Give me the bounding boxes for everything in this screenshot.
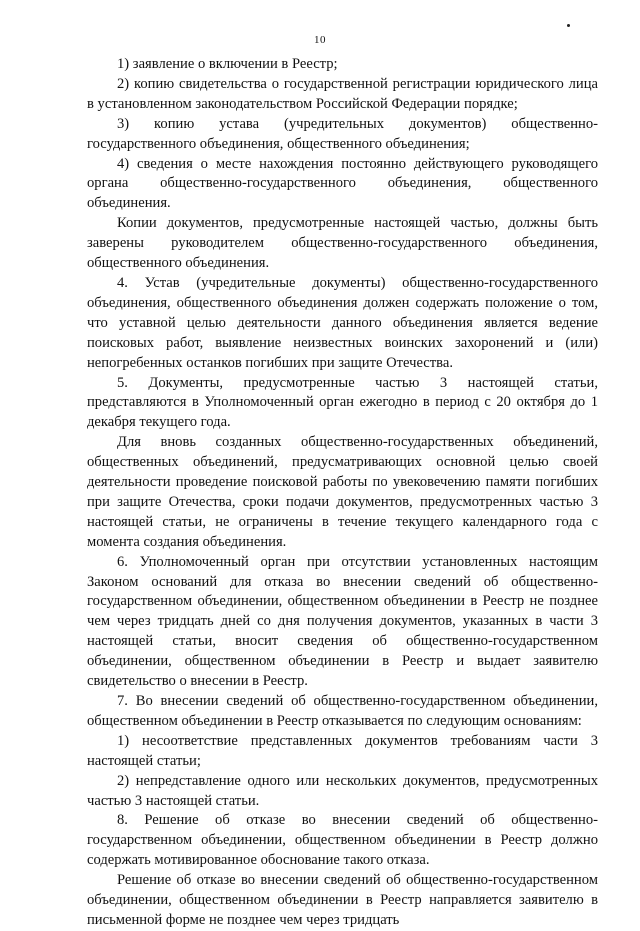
page-number: 10 — [314, 34, 326, 46]
paragraph-5: Копии документов, предусмотренные настоящей частью, должны быть заверены руководителем общественно-государственного объединения, общественного объединения. — [87, 215, 598, 272]
corner-mark — [567, 24, 570, 27]
paragraph-1: 1) заявление о включении в Реестр; — [117, 56, 338, 72]
document-body — [87, 55, 598, 931]
paragraph-12: 2) непредставление одного или нескольких документов, предусмотренных частью 3 настоящей статьи. — [87, 772, 598, 809]
paragraph-6: 4. Устав (учредительные документы) общественно-государственного объединения, общественного объединения должен содержать положение о том, что уставной целью деятельности данного объединения является ведение поисковых работ, выявление неизвестных воинских захоронений и (или) непогребенных останков погибших при защите Отечества. — [87, 274, 598, 371]
paragraph-10: 7. Во внесении сведений об общественно-государственном объединении, общественном объединении в Реестр отказывается по следующим основаниям: — [87, 693, 598, 729]
paragraph-4: 4) сведения о месте нахождения постоянно действующего руководящего органа общественно-государственного объединения, общественного объединения. — [87, 155, 598, 212]
paragraph-13: 8. Решение об отказе во внесении сведений об общественно-государственном объединении, общественном объединении в Реестр должно содержать мотивированное обоснование такого отказа. — [87, 812, 598, 869]
paragraph-11: 1) несоответствие представленных документов требованиям части 3 настоящей статьи; — [87, 732, 598, 769]
paragraph-7: 5. Документы, предусмотренные частью 3 настоящей статьи, представляются в Уполномоченный орган ежегодно в период с 20 октября до 1 декабря текущего года. — [87, 374, 598, 431]
paragraph-9: 6. Уполномоченный орган при отсутствии установленных настоящим Законом оснований для отказа во внесении сведений об общественно-государственном объединении, общественном объединении в Реестр не позднее чем через тридцать дней со дня получения документов, указанных в части 3 настоящей статьи, вносит сведения об общественно-государственном объединении, общественном объединении в Реестр и выдает заявителю свидетельство о внесении в Реестр. — [87, 553, 598, 690]
paragraph-14: Решение об отказе во внесении сведений об общественно-государственном объединении, общественном объединении в Реестр направляется заявителю в письменной форме не позднее чем через тридцать — [87, 872, 598, 928]
paragraph-3: 3) копию устава (учредительных документов) общественно-государственного объединения, общественного объединения; — [87, 115, 598, 152]
paragraph-8: Для вновь созданных общественно-государственных объединений, общественных объединений, предусматривающих основной целью своей деятельности проведение поисковой работы по увековечению памяти погибших при защите Отечества, сроки подачи документов, предусмотренных частью 3 настоящей статьи, не ограничены в течение текущего календарного года с момента создания объединения. — [87, 434, 598, 550]
paragraph-2: 2) копию свидетельства о государственной регистрации юридического лица в установленном законодательством Российской Федерации порядке; — [87, 75, 598, 112]
